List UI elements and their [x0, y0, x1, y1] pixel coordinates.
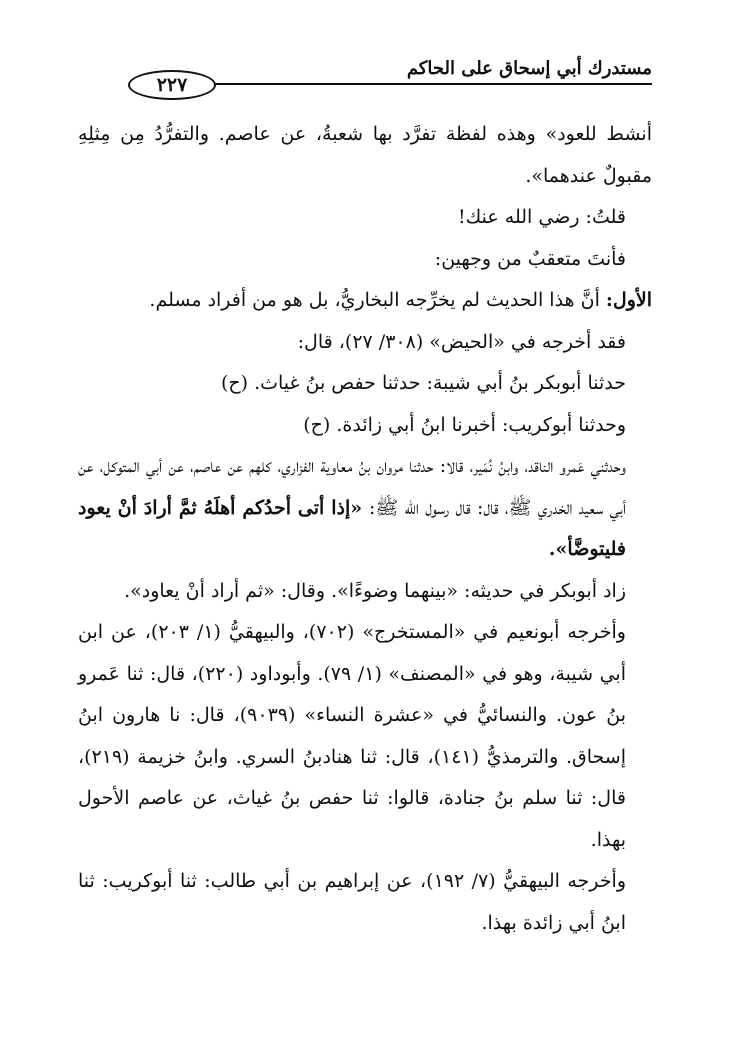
header-rule [200, 83, 652, 85]
paragraph-text: أنَّ هذا الحديث لم يخرِّجه البخاريُّ، بل هو من أفراد مسلم. [149, 289, 606, 311]
hadith-quote: «إذا أتى أحدُكم أهلَهُ ثمَّ أرادَ أنْ يعود فليتوضَّأ». [78, 496, 626, 560]
paragraph: فقد أخرجه في «الحيض» (٣٠٨/ ٢٧)، قال: [297, 330, 626, 353]
paragraph: وحدثنا أبوكريب: أخبرنا ابنُ أبي زائدة. (ح) [303, 413, 626, 436]
page-number: ٢٢٧ [128, 70, 216, 100]
paragraph-lead: الأول: [605, 289, 652, 311]
paragraph: زاد أبوبكر في حديثه: «بينهما وضوءًا». وقال: «ثم أراد أنْ يعاود». [124, 579, 626, 602]
paragraph-text: وحدثني عَمرو الناقد، وابنُ نُمَير، قالا: حدثنا مروان بنُ معاوية الفزاري، كلهم عن عاصم، عن أبي المتوكل، عن أبي سعيد الخدري ﷺ، قال: قال رسول الله ﷺ: [78, 455, 626, 519]
paragraph: وأخرجه البيهقيُّ (٧/ ١٩٢)، عن إبراهيم بن أبي طالب: ثنا أبوكريب: ثنا ابنُ أبي زائدة بهذا. [78, 870, 626, 934]
paragraph: فأنتَ متعقبٌ من وجهين: [434, 247, 626, 270]
paragraph [78, 280, 652, 322]
body-text [78, 114, 652, 944]
paragraph [78, 446, 652, 571]
running-title: مستدرك أبي إسحاق على الحاكم [406, 58, 652, 79]
paragraph: وأخرجه أبونعيم في «المستخرج» (٧٠٢)، والبيهقيُّ (١/ ٢٠٣)، عن ابن أبي شيبة، وهو في «المصنف» (١/ ٧٩). وأبوداود (٢٢٠)، قال: ثنا عَمرو بنُ عون. والنسائيُّ في «عشرة النساء» (٩٠٣٩)، قال: نا هارون ابنُ إسحاق. والترمذيُّ (١٤١)، قال: ثنا هنادبنُ السري. وابنُ خزيمة (٢١٩)، قال: ثنا سلم بنُ جنادة، قالوا: ثنا حفص بنُ غياث، عن عاصم الأحول بهذا. [78, 621, 626, 851]
paragraph: أنشط للعود» وهذه لفظة تفرَّد بها شعبةُ، عن عاصم. والتفرُّدُ مِن مِثلِهِ مقبولٌ عندهما». [78, 123, 652, 187]
paragraph: قلتُ: رضي الله عنك! [458, 206, 626, 228]
page-header [92, 54, 652, 96]
paragraph: حدثنا أبوبكر بنُ أبي شيبة: حدثنا حفص بنُ غياث. (ح) [220, 372, 626, 394]
